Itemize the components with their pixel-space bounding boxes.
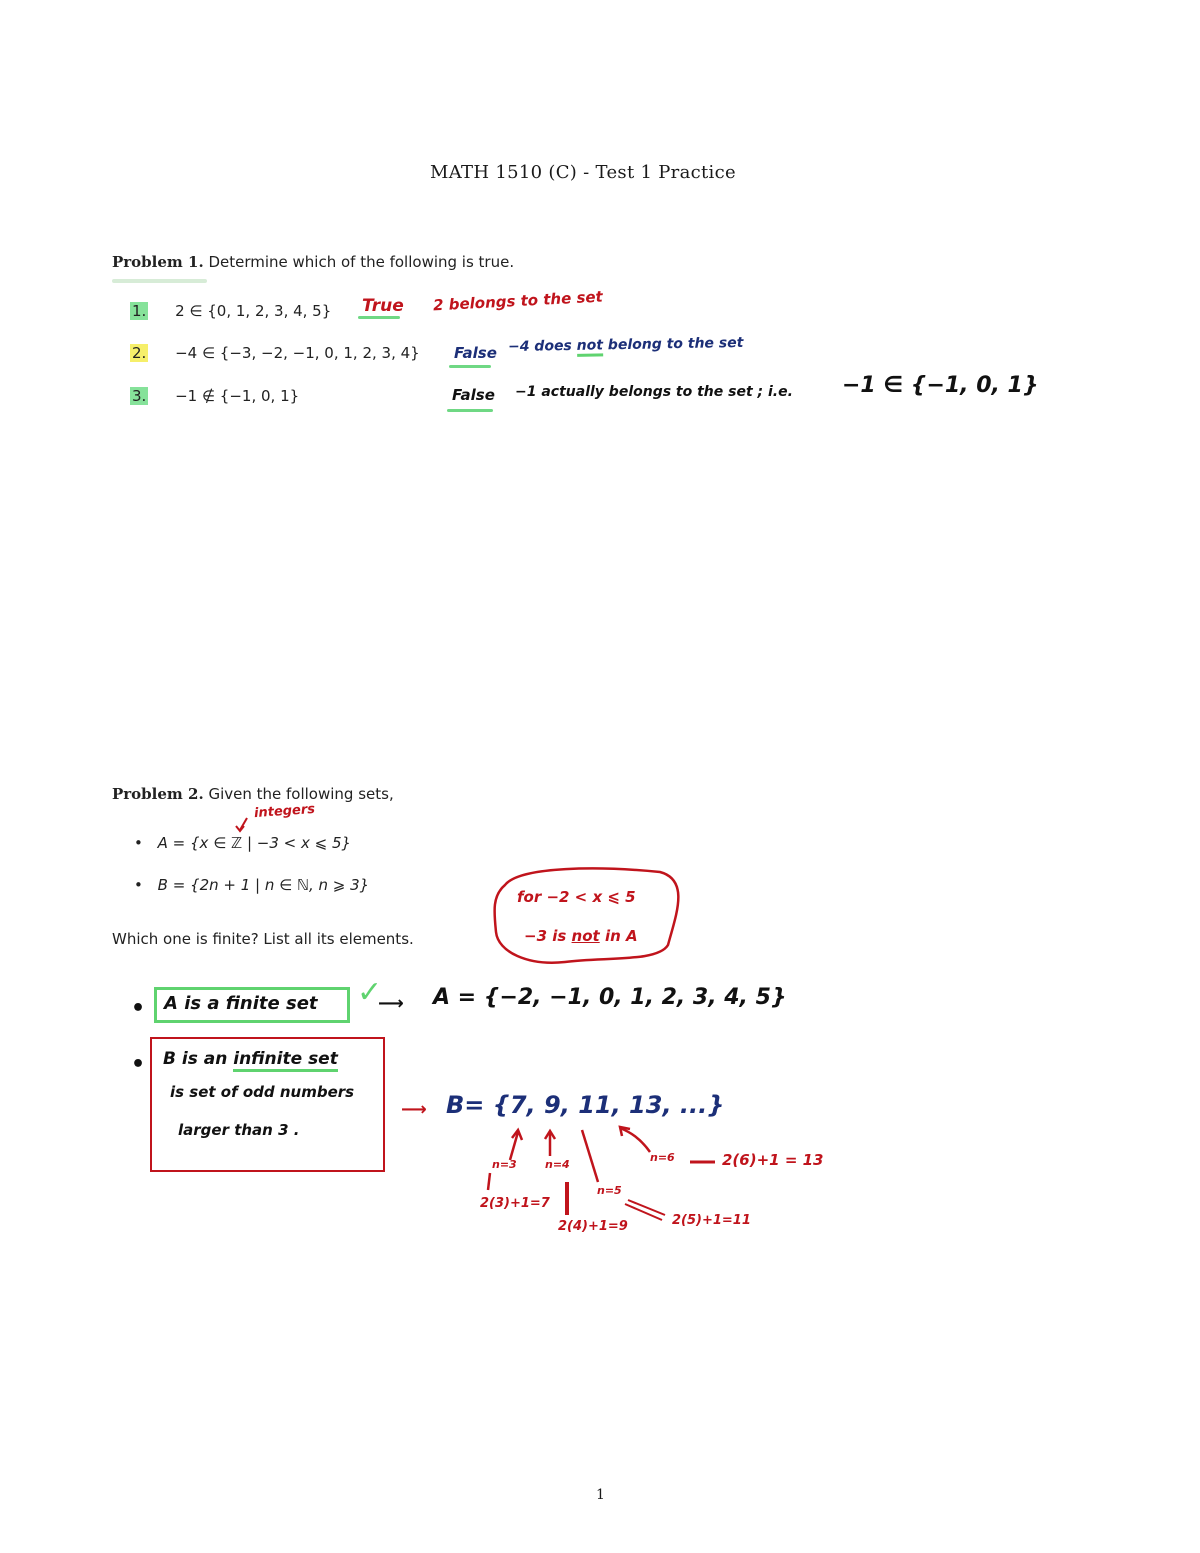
pointer-arrow: [620, 1128, 650, 1152]
calc-label: 2(5)+1=11: [672, 1213, 751, 1228]
arrow-right-icon: ⟶: [401, 1099, 427, 1120]
check-icon: ✓: [357, 975, 383, 1010]
answer-set: −1 ∈ {−1, 0, 1}: [842, 373, 1039, 398]
bullet: •: [131, 1052, 146, 1077]
n-label: n=3: [492, 1158, 517, 1171]
item-statement: 2 ∈ {0, 1, 2, 3, 4, 5}: [175, 302, 332, 320]
page-title: MATH 1510 (C) - Test 1 Practice: [430, 162, 736, 183]
answer-a-set: A = {−2, −1, 0, 1, 2, 3, 4, 5}: [433, 985, 787, 1010]
item-number: 2.: [132, 344, 147, 362]
n-label: n=5: [597, 1184, 622, 1197]
n3-to-calc-line: [488, 1173, 490, 1190]
answer-note: −1 actually belongs to the set ; i.e.: [515, 384, 793, 400]
answer-false: False: [452, 386, 495, 404]
side-note-line1: for −2 < x ⩽ 5: [517, 888, 636, 906]
not-underlined: not: [577, 337, 604, 356]
problem1-prompt: Determine which of the following is true.: [208, 253, 515, 271]
answer-note: 2 belongs to the set: [432, 287, 604, 315]
integers-annotation: integers: [253, 801, 316, 822]
answer-true: True: [362, 296, 404, 316]
answer-b-line1: B is an infinite set: [163, 1049, 338, 1069]
n-label: n=6: [650, 1151, 675, 1164]
infinite-underlined: infinite set: [233, 1049, 338, 1072]
item-statement: −1 ∉ {−1, 0, 1}: [175, 387, 300, 405]
pointer-arrow: [582, 1130, 598, 1182]
side-note-line2: −3 is not in A: [524, 927, 638, 945]
item-number: 1.: [132, 302, 147, 320]
calc-label: 2(3)+1=7: [480, 1196, 550, 1211]
bullet: •: [131, 996, 146, 1021]
answer-a-box-text: A is a finite set: [164, 993, 318, 1014]
answer-b-set: B= {7, 9, 11, 13, ...}: [446, 1091, 725, 1119]
problem1-label: Problem 1.: [112, 253, 204, 271]
calc-label: 2(6)+1 = 13: [722, 1151, 824, 1169]
set-b-text: B = {2n + 1 | n ∈ ℕ, n ⩾ 3}: [157, 876, 370, 894]
arrow-right-icon: ⟶: [378, 993, 404, 1014]
answer-b-line2: is set of odd numbers: [170, 1083, 355, 1101]
problem2-prompt: Given the following sets,: [208, 785, 394, 803]
item-number: 3.: [132, 387, 147, 405]
bullet: •: [134, 876, 143, 894]
set-a-text: A = {x ∈ ℤ | −3 < x ⩽ 5}: [157, 834, 352, 852]
bullet: •: [134, 834, 143, 852]
answer-b-line3: larger than 3 .: [178, 1121, 300, 1139]
n-label: n=4: [545, 1158, 570, 1171]
page-number: 1: [596, 1487, 605, 1503]
calc-label: 2(4)+1=9: [558, 1219, 628, 1234]
item-statement: −4 ∈ {−3, −2, −1, 0, 1, 2, 3, 4}: [175, 344, 420, 362]
side-note-bubble: [495, 868, 679, 962]
answer-false: False: [454, 344, 497, 362]
answer-note: −4 does not belong to the set: [507, 334, 744, 356]
problem2-label: Problem 2.: [112, 785, 204, 803]
problem2-question: Which one is finite? List all its elements.: [112, 930, 414, 948]
